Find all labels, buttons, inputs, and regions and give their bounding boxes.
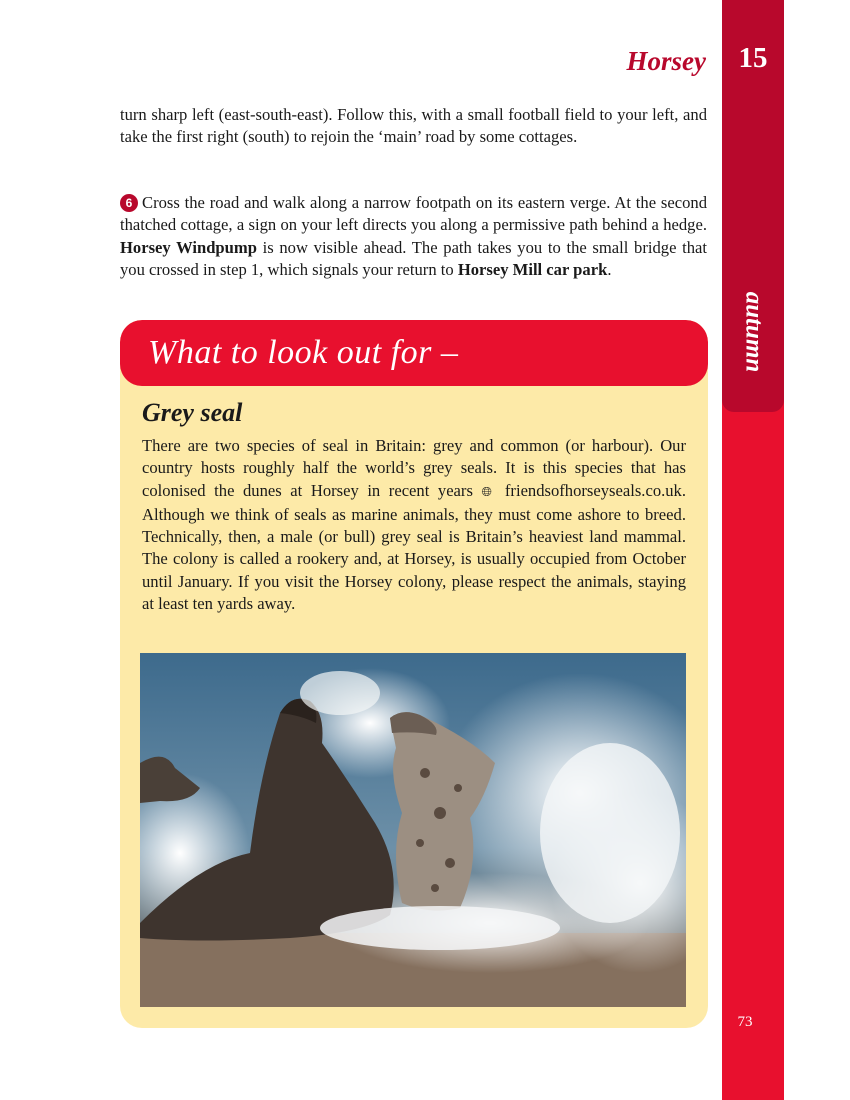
feature-header (120, 320, 708, 386)
step-text-c: is now visible ahead. The path takes you to the small bridge that you crossed in step 1, which signals your return to (120, 237, 707, 279)
route-number: 15 (738, 42, 768, 74)
feature-title: Grey seal (142, 398, 243, 427)
season-label: autumn (740, 291, 768, 373)
walk-title: Horsey (626, 46, 706, 76)
seal-photo (140, 653, 686, 1007)
page-number: 73 (737, 1014, 753, 1030)
feature-heading: What to look out for – (148, 334, 459, 371)
feature-text (142, 435, 686, 615)
paragraph-step-6 (120, 192, 707, 281)
paragraph-continuation: turn sharp left (east-south-east). Follow this, with a small football field to your left, and take the first right (south) to rejoin the ‘main’ road by some cottages. (120, 105, 707, 147)
landmark-car-park: Horsey Mill car park (457, 259, 608, 279)
step-text-a: Cross the road and walk along a narrow footpath on its eastern verge. At the second thatched cottage, a sign on your left directs you along a permissive path behind a hedge. (120, 193, 707, 235)
step-number-badge: 6 (120, 194, 138, 212)
season-tab (723, 272, 783, 392)
step-text-e: . (607, 259, 612, 279)
feature-text-b: . Although we think of seals as marine animals, they must come ashore to breed. Technically, then, a male (or bull) grey seal is Britain’s heaviest land mammal. The colony is called a rookery and, at Horsey, is usually occupied from October until January. If you visit the Horsey colony, please respect the animals, staying at least ten yards away. (142, 480, 687, 614)
landmark-windpump: Horsey Windpump (120, 237, 257, 257)
feature-text-a: There are two species of seal in Britain: grey and common (or harbour). Our country hosts roughly half the world’s grey seals. It is this species that has colonised the dunes at Horsey in recent years (142, 436, 686, 500)
feature-box (120, 320, 708, 1028)
globe-icon: 🌐︎ (481, 484, 497, 500)
website-link[interactable]: friendsofhorseyseals.co.uk (504, 480, 682, 500)
